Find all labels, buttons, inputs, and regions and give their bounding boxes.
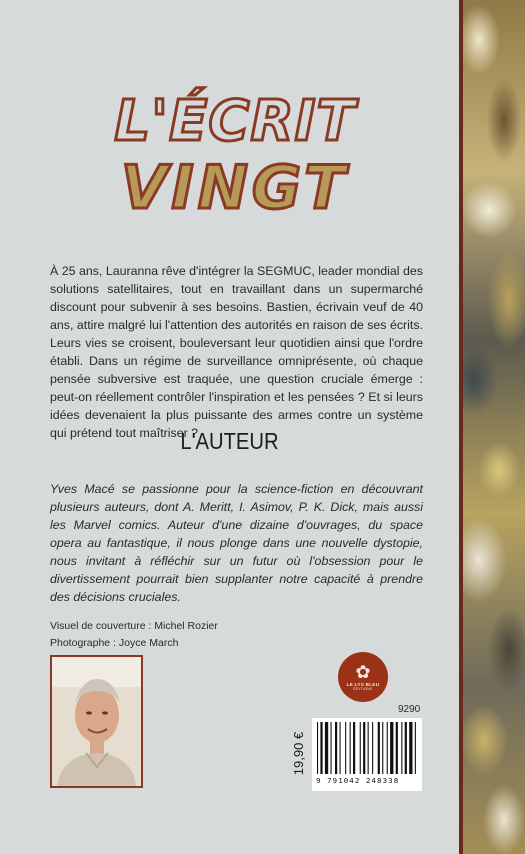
title-line-2: VINGT	[120, 153, 350, 220]
publisher-logo	[338, 652, 388, 702]
isbn-number: 9 791042 248338	[316, 776, 400, 785]
author-heading: L'AUTEUR	[180, 428, 279, 454]
photo-credit: Photographe : Joyce March	[50, 637, 179, 649]
lily-icon: ✿	[355, 662, 371, 682]
publisher-sub: ÉDITIONS	[353, 687, 373, 691]
product-code: 9290	[398, 704, 421, 715]
spine-artwork	[459, 0, 525, 854]
book-title	[110, 80, 360, 220]
author-portrait-image	[52, 657, 141, 786]
barcode-bars	[312, 718, 422, 776]
synopsis-text: À 25 ans, Lauranna rêve d'intégrer la SEGMUC, leader mondial des solutions satellitaires, tout en travaillant dans un supermarché discount pour subvenir à ses besoins. Bastien, écrivain veuf de 40 ans, attire malgré lui l'attention des autorités en raison de ses écrits. Leurs vies se croisent, bouleversant leur quotidien ainsi que l'ordre établi. Dans un régime de surveillance omniprésente, où chaque pensée subversive est traquée, une question cruciale émerge : peut-on réellement contrôler l'inspiration et les pensées ? Et si leurs idées devenaient la plus puissante des armes contre un système qui prétend tout maîtriser ?	[50, 264, 423, 440]
author-bio: Yves Macé se passionne pour la science-fiction en découvrant plusieurs auteurs, dont A. Meritt, I. Asimov, P. K. Dick, mais aussi les Marvel comics. Auteur d'une dizaine d'ouvrages, du space opera au fantastique, il nous plonge dans une nouvelle dystopie, nous invitant à réfléchir sur un futur où l'obsession pour le divertissement pourrait bien supplanter notre capacité à prendre des décisions cruciales.	[50, 482, 423, 604]
price-label: 19,90 €	[291, 731, 306, 776]
author-photo	[50, 655, 143, 788]
cover-credit: Visuel de couverture : Michel Rozier	[50, 620, 218, 632]
title-line-1: L'ÉCRIT	[114, 89, 356, 154]
publisher-name: LE LYS BLEU	[346, 682, 380, 687]
